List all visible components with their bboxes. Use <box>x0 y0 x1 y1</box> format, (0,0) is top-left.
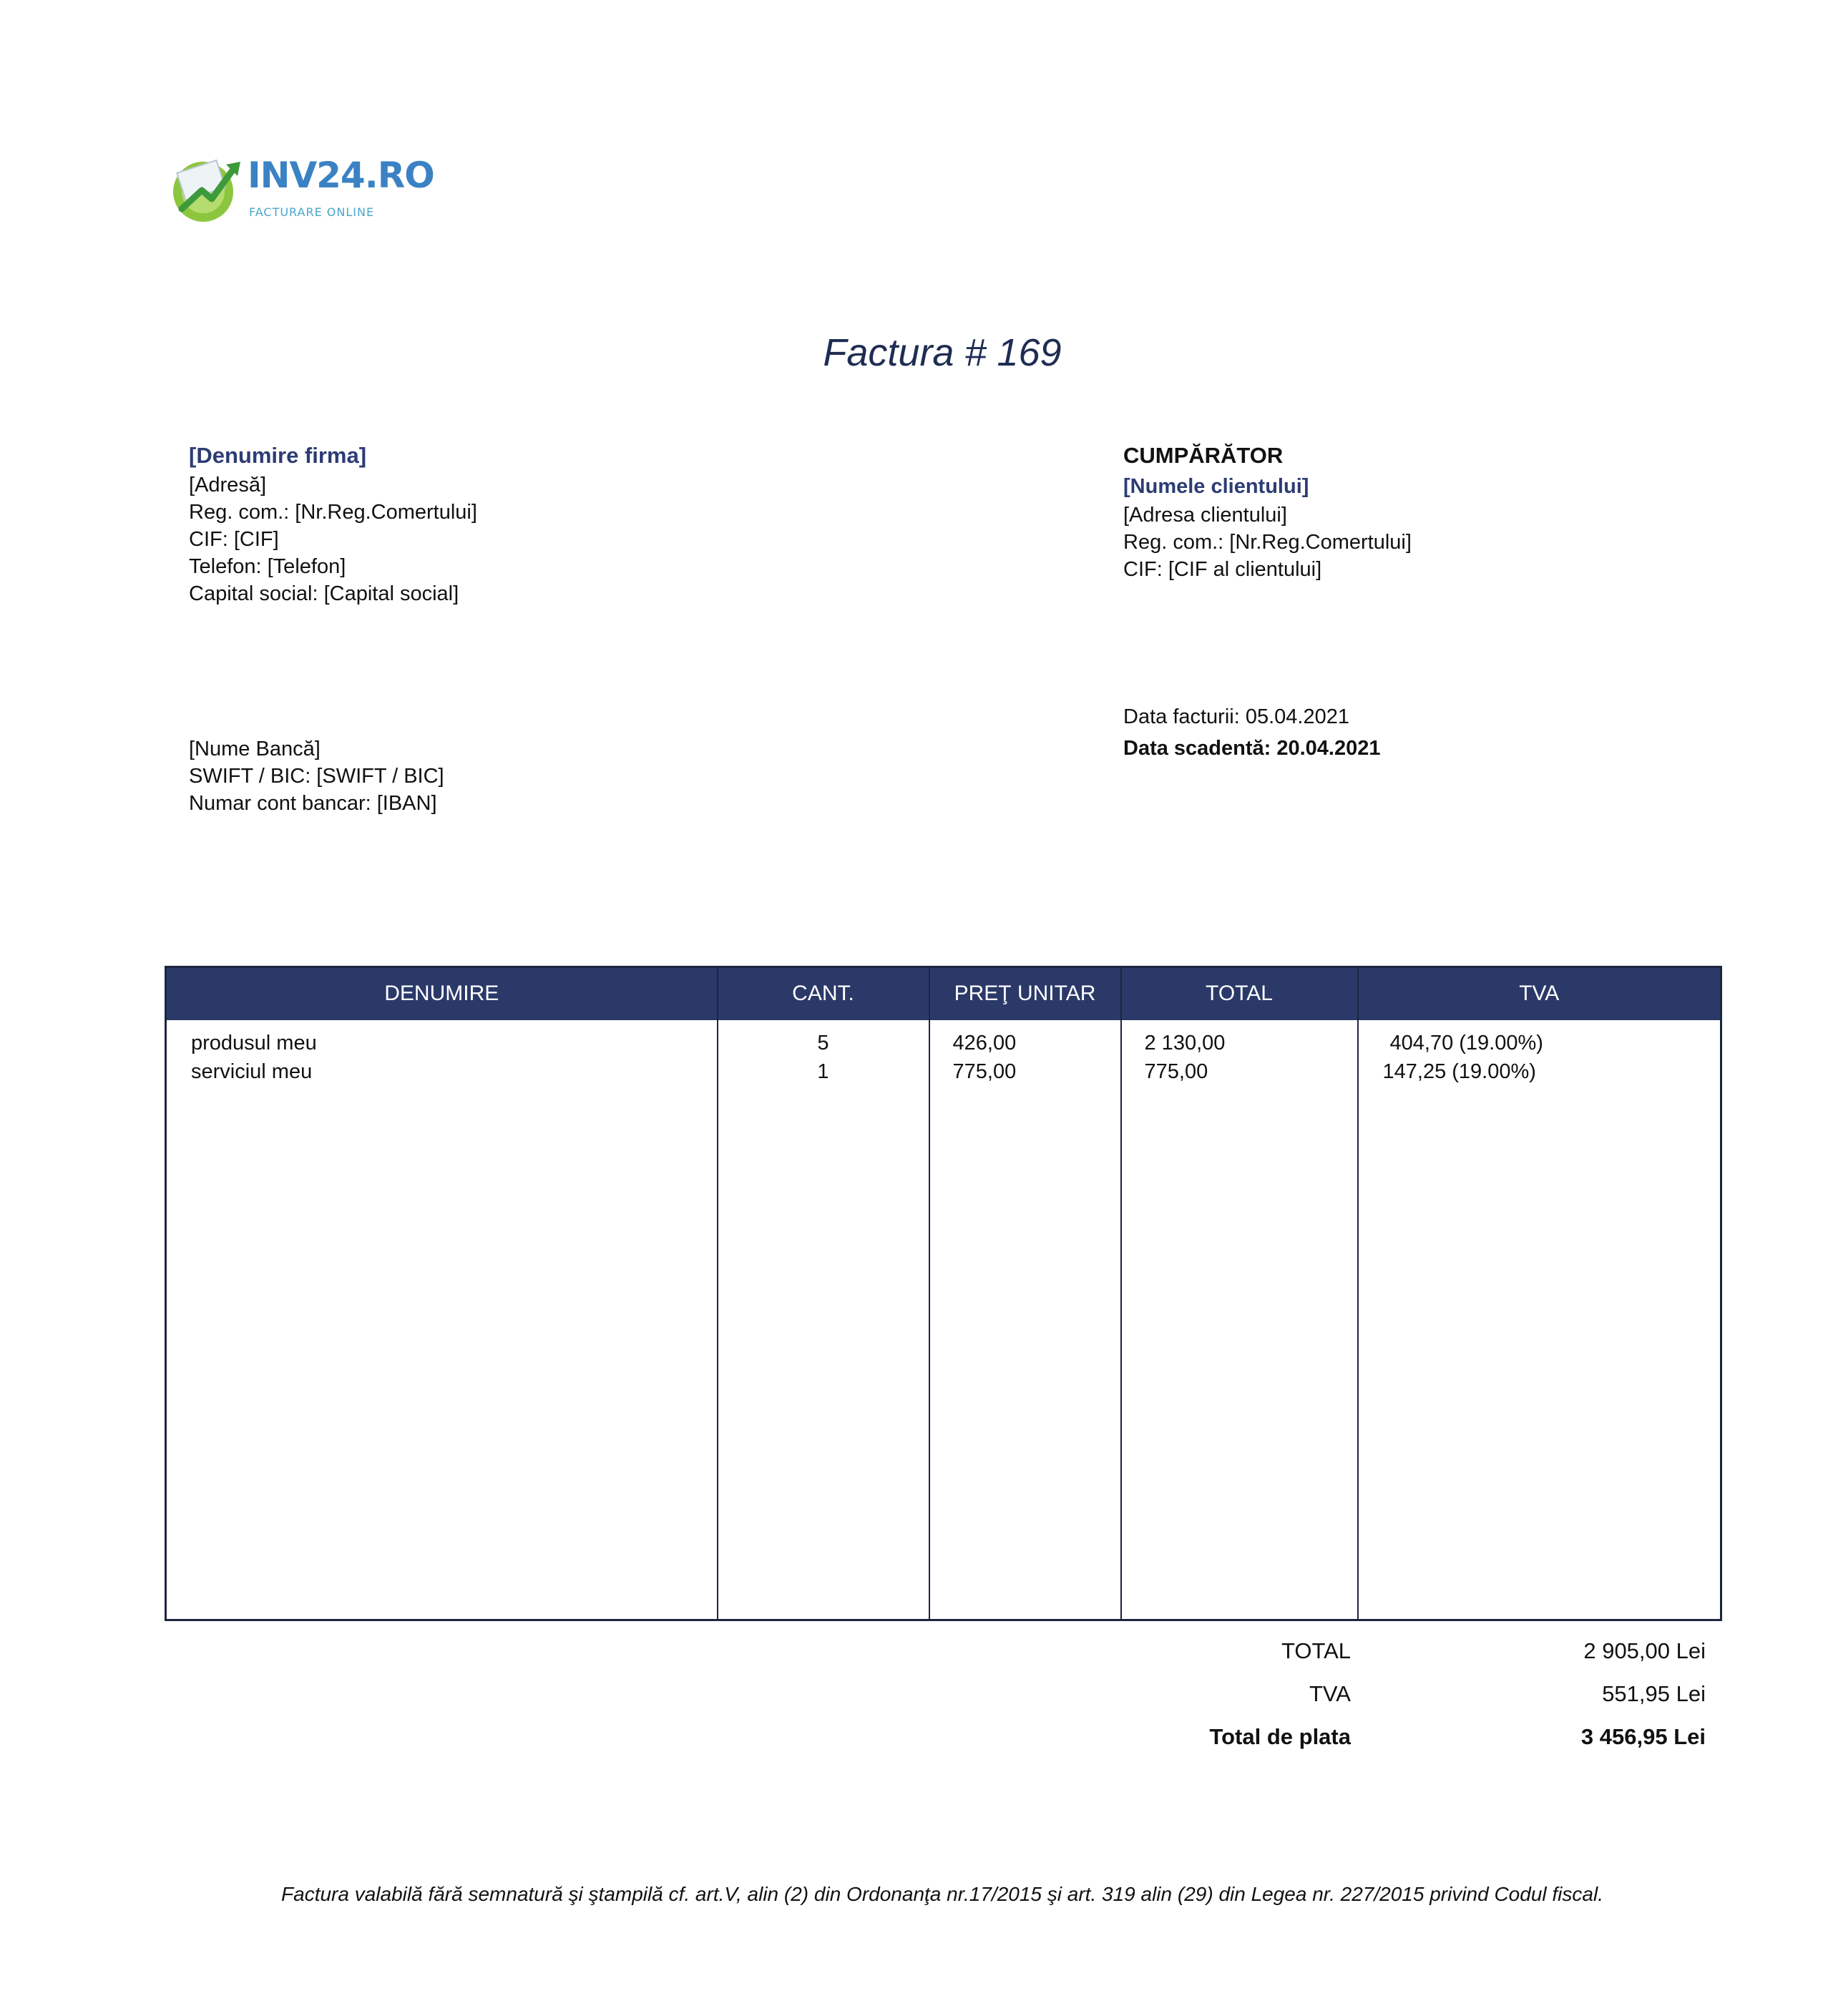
invoice-date: Data facturii: 05.04.2021 <box>1123 705 1349 728</box>
buyer-cif: CIF: [CIF al clientului] <box>1123 558 1322 581</box>
invoice-title: Factura # 169 <box>823 331 1062 374</box>
cell-column-total <box>1121 1020 1358 1620</box>
legal-footer-note: Factura valabilă fără semnatură şi ştampilă cf. art.V, alin (2) din Ordonanţa nr.17/2015 şi art. 319 alin (29) din Legea nr. 227/2015 privind Codul fiscal. <box>281 1883 1603 1905</box>
col-header-tva: TVA <box>1358 967 1721 1020</box>
col-header-total: TOTAL <box>1121 967 1358 1020</box>
col-header-denumire: DENUMIRE <box>166 967 718 1020</box>
cell-column-cant <box>718 1020 929 1620</box>
buyer-name: [Numele clientului] <box>1123 475 1309 498</box>
seller-cif: CIF: [CIF] <box>189 528 279 551</box>
item-tva: 147,25 (19.00%) <box>1382 1060 1536 1083</box>
bank-iban: Numar cont bancar: [IBAN] <box>189 792 437 815</box>
buyer-block <box>1123 439 1412 583</box>
table-header-row <box>166 967 1721 1020</box>
dates-block <box>1123 701 1381 764</box>
bank-swift: SWIFT / BIC: [SWIFT / BIC] <box>189 765 444 788</box>
tva-value: 551,95 Lei <box>1602 1681 1706 1706</box>
item-qty: 1 <box>817 1060 829 1083</box>
bank-name: [Nume Bancă] <box>189 738 321 760</box>
seller-reg-com: Reg. com.: [Nr.Reg.Comertului] <box>189 501 477 524</box>
item-name: serviciul meu <box>191 1060 313 1083</box>
col-header-pret-unitar: PREŢ UNITAR <box>929 967 1121 1020</box>
buyer-heading: CUMPĂRĂTOR <box>1123 443 1284 468</box>
logo-wordmark: INV24.RO <box>248 155 434 196</box>
seller-address: [Adresă] <box>189 474 266 496</box>
item-total: 775,00 <box>1144 1060 1208 1083</box>
logo-tagline: FACTURARE ONLINE <box>249 205 375 219</box>
item-total: 2 130,00 <box>1144 1031 1226 1055</box>
cell-column-denumire <box>166 1020 718 1620</box>
cell-column-tva <box>1358 1020 1721 1620</box>
item-unit-price: 426,00 <box>952 1031 1017 1055</box>
buyer-reg-com: Reg. com.: [Nr.Reg.Comertului] <box>1123 531 1412 554</box>
seller-phone: Telefon: [Telefon] <box>189 555 346 578</box>
item-qty: 5 <box>817 1031 829 1055</box>
items-table <box>165 966 1722 1621</box>
item-unit-price: 775,00 <box>952 1060 1017 1083</box>
due-date: Data scadentă: 20.04.2021 <box>1123 737 1381 760</box>
table-body-row <box>166 1020 1721 1620</box>
total-label: TOTAL <box>1281 1638 1351 1663</box>
seller-name: [Denumire firma] <box>189 443 367 468</box>
bank-block <box>189 735 444 817</box>
buyer-address: [Adresa clientului] <box>1123 504 1287 527</box>
cell-column-pret-unitar <box>929 1020 1121 1620</box>
seller-capital: Capital social: [Capital social] <box>189 582 459 605</box>
col-header-cant: CANT. <box>718 967 929 1020</box>
item-name: produsul meu <box>191 1031 317 1055</box>
grand-total-value: 3 456,95 Lei <box>1580 1724 1706 1749</box>
grand-total-label: Total de plata <box>1209 1724 1351 1749</box>
seller-block <box>189 439 477 607</box>
total-value: 2 905,00 Lei <box>1583 1638 1706 1663</box>
tva-label: TVA <box>1309 1681 1351 1706</box>
item-tva: 404,70 (19.00%) <box>1389 1031 1543 1055</box>
